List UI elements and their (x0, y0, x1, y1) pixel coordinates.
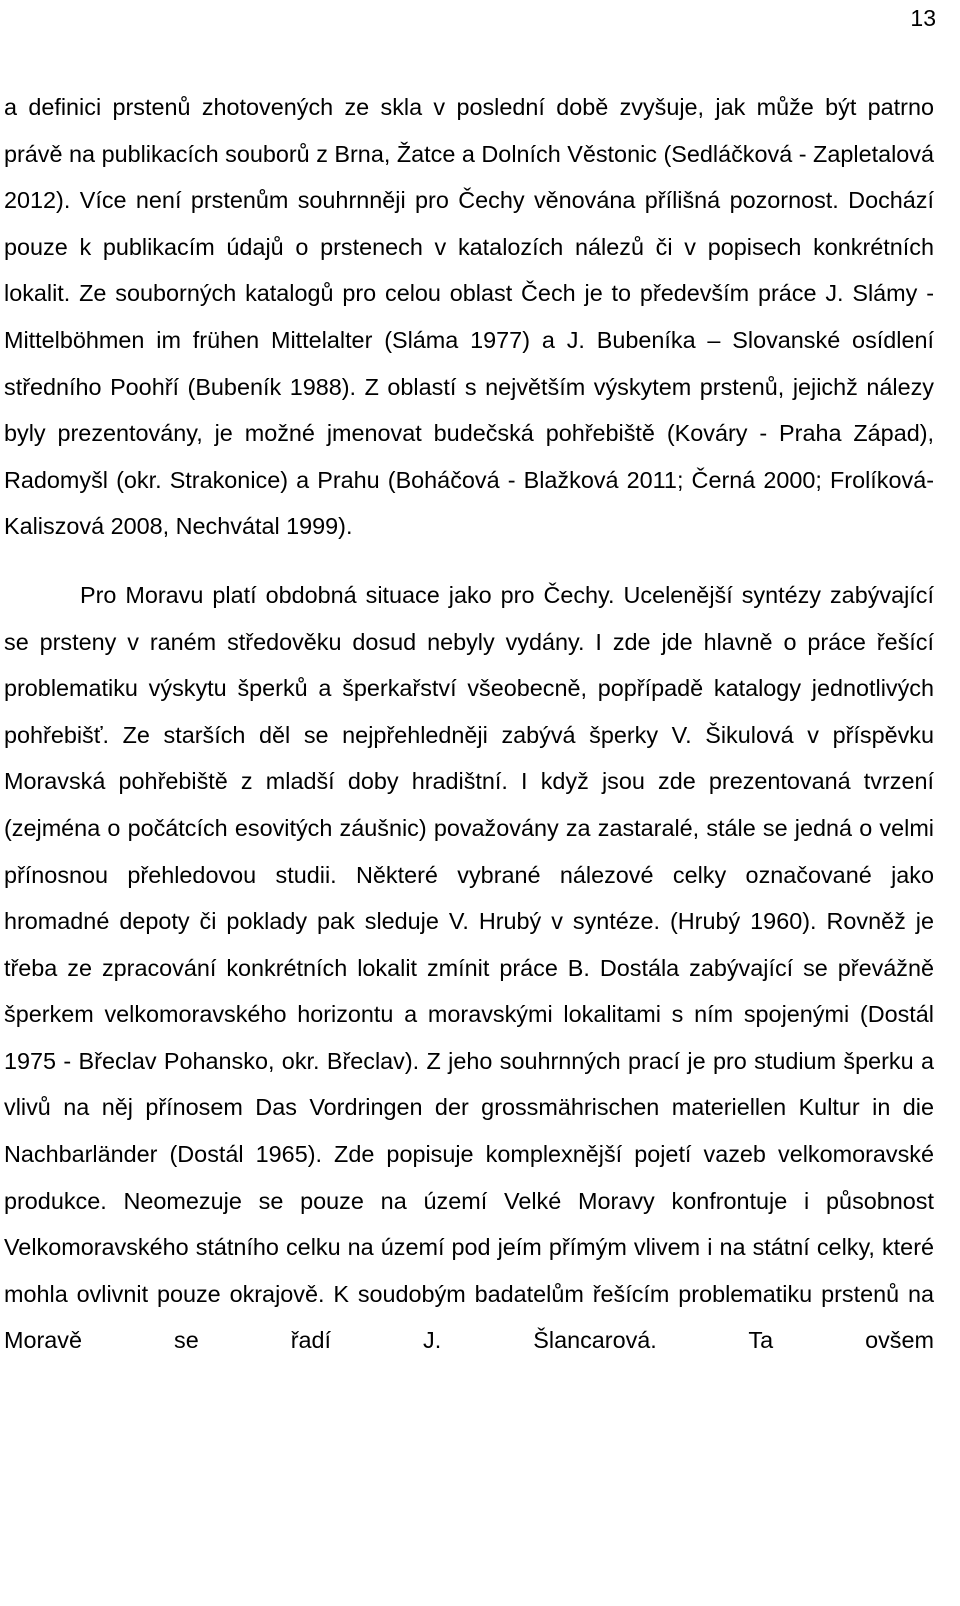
paragraph-rings-bohemia: a definici prstenů zhotovených ze skla v poslední době zvyšuje, jak může být patrno právě na publikacích souborů z Brna, Žatce a Dolních Věstonic (Sedláčková - Zapletalová 2012). Více není prstenům souhrnněji pro Čechy věnována přílišná pozornost. Dochází pouze k publikacím údajů o prstenech v katalozích nálezů či v popisech konkrétních lokalit. Ze souborných katalogů pro celou oblast Čech je to především práce J. Slámy - Mittelböhmen im frühen Mittelalter (Sláma 1977) a J. Bubeníka – Slovanské osídlení středního Poohří (Bubeník 1988). Z oblastí s největším výskytem prstenů, jejichž nálezy byly prezentovány, je možné jmenovat budečská pohřebiště (Kováry - Praha Západ), Radomyšl (okr. Strakonice) a Prahu (Boháčová - Blažková 2011; Černá 2000; Frolíková-Kaliszová 2008, Nechvátal 1999). (4, 94, 934, 540)
page-number: 13 (910, 5, 936, 31)
document-body (4, 84, 934, 1364)
paragraph-rings-moravia: Pro Moravu platí obdobná situace jako pro Čechy. Ucelenější syntézy zabývající se prsteny v raném středověku dosud nebyly vydány. I zde jde hlavně o práce řešící problematiku výskytu šperků a šperkařství všeobecně, popřípadě katalogy jednotlivých pohřebišť. Ze starších děl se nejpřehledněji zabývá šperky V. Šikulová v příspěvku Moravská pohřebiště z mladší doby hradištní. I když jsou zde prezentovaná tvrzení (zejména o počátcích esovitých záušnic) považovány za zastaralé, stále se jedná o velmi přínosnou přehledovou studii. Některé vybrané nálezové celky označované jako hromadné depoty či poklady pak sleduje V. Hrubý v syntéze. (Hrubý 1960). Rovněž je třeba ze zpracování konkrétních lokalit zmínit práce B. Dostála zabývající se převážně šperkem velkomoravského horizontu a moravskými lokalitami s ním spojenými (Dostál 1975 - Břeclav Pohansko, okr. Břeclav). Z jeho souhrnných prací je pro studium šperku a vlivů na něj přínosem Das Vordringen der grossmährischen materiellen Kultur in die Nachbarländer (Dostál 1965). Zde popisuje komplexnější pojetí vazeb velkomoravské produkce. Neomezuje se pouze na území Velké Moravy konfrontuje i působnost Velkomoravského státního celku na území pod jeím přímým vlivem i na státní celky, které mohla ovlivnit pouze okrajově. K soudobým badatelům řešícím problematiku prstenů na Moravě se řadí J. Šlancarová. Ta ovšem (4, 581, 934, 1354)
